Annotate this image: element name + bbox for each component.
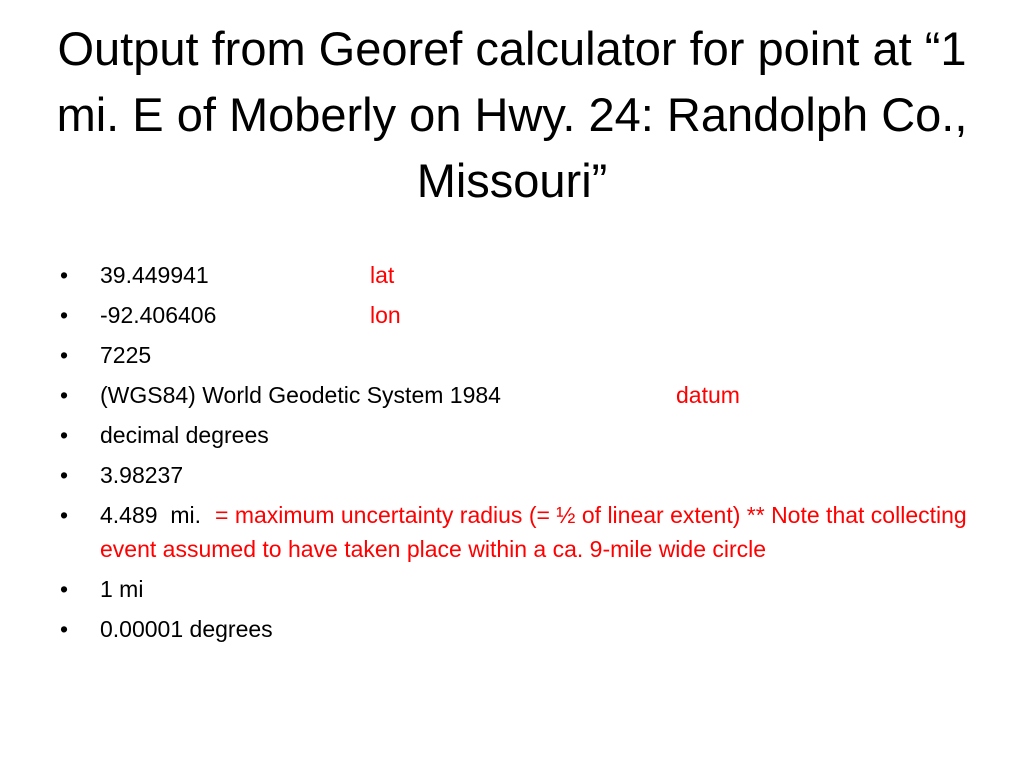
datum-value: (WGS84) World Geodetic System 1984 xyxy=(100,382,501,408)
item-value: 1 mi xyxy=(100,576,144,602)
longitude-value: -92.406406 xyxy=(100,302,217,328)
bullet-marker: • xyxy=(60,302,69,328)
latitude-value: 39.449941 xyxy=(100,262,209,288)
list-item xyxy=(60,338,980,372)
precision-value: 0.00001 degrees xyxy=(100,616,273,642)
list-item xyxy=(60,378,980,412)
bullet-marker: • xyxy=(60,576,69,602)
coordinate-format-value: decimal degrees xyxy=(100,422,269,448)
bullet-marker: • xyxy=(60,262,69,288)
bullet-list xyxy=(60,258,980,652)
uncertainty-value: 4.489 mi. xyxy=(100,502,201,528)
list-item xyxy=(60,298,980,332)
bullet-marker: • xyxy=(60,342,69,368)
bullet-marker: • xyxy=(60,462,69,488)
latitude-label: lat xyxy=(370,262,395,288)
list-item xyxy=(60,418,980,452)
item-value: 7225 xyxy=(100,342,152,368)
list-item xyxy=(60,458,980,492)
bullet-marker: • xyxy=(60,502,69,528)
list-item xyxy=(60,612,980,646)
list-item xyxy=(60,498,980,566)
slide-title: Output from Georef calculator for point at “1 mi. E of Moberly on Hwy. 24: Randolph Co., Missouri” xyxy=(56,22,968,207)
bullet-marker: • xyxy=(60,422,69,448)
datum-label: datum xyxy=(676,382,740,408)
list-item xyxy=(60,258,980,292)
longitude-label: lon xyxy=(370,302,401,328)
list-item xyxy=(60,572,980,606)
uncertainty-note: = maximum uncertainty radius (= ½ of linear extent) ** Note that collecting event assumed to have taken place within a ca. 9-mile wide circle xyxy=(100,502,967,562)
bullet-marker: • xyxy=(60,616,69,642)
item-value: 3.98237 xyxy=(100,462,184,488)
bullet-marker: • xyxy=(60,382,69,408)
